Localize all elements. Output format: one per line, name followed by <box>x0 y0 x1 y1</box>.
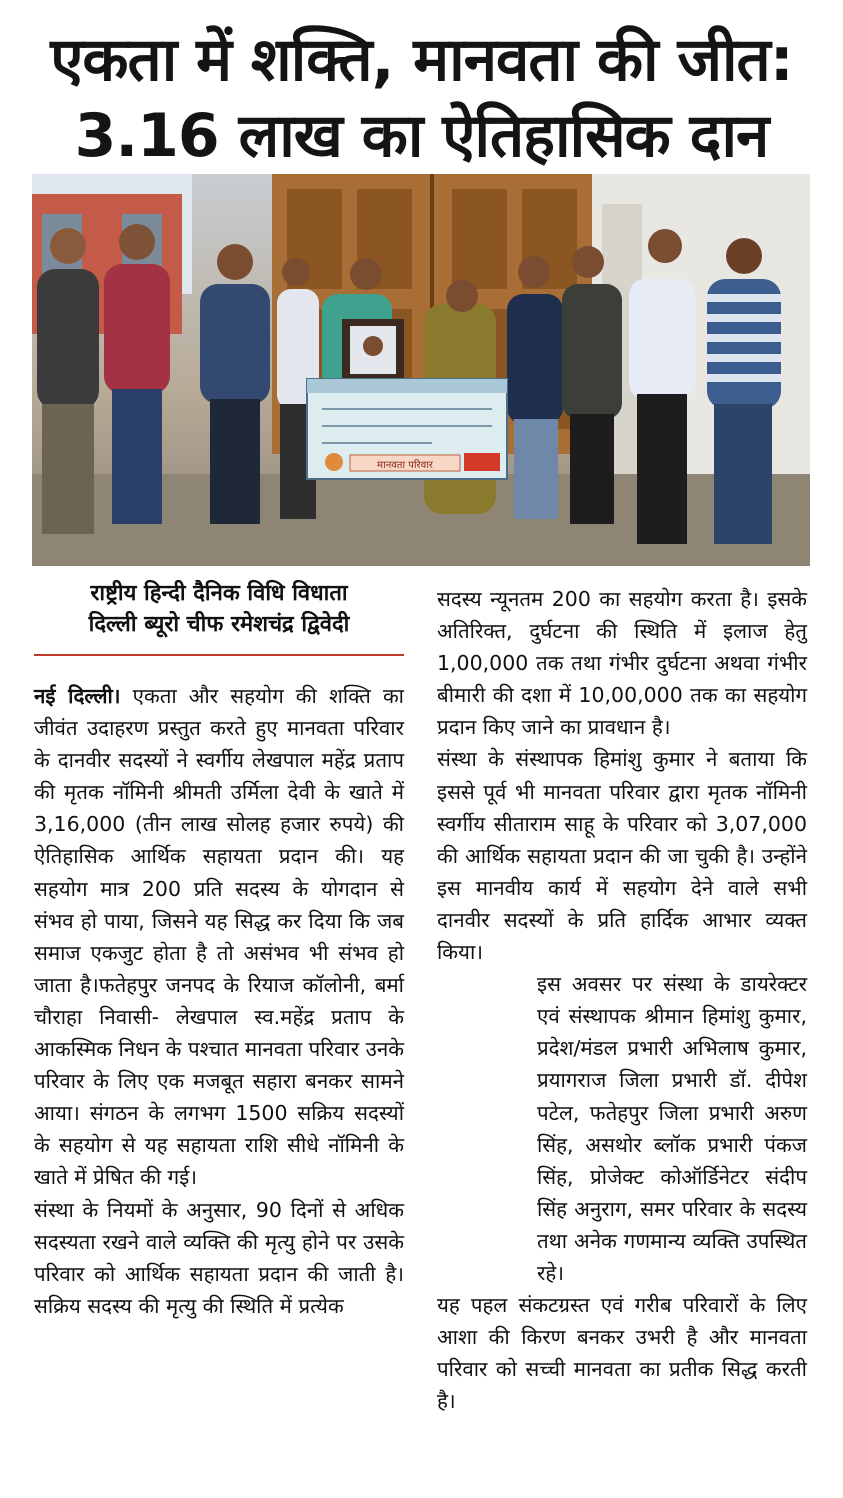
headline-line-2: 3.16 लाख का ऐतिहासिक दान <box>74 101 769 171</box>
article-paragraph: इस अवसर पर संस्था के डायरेक्टर एवं संस्थापक श्रीमान हिमांशु कुमार, प्रदेश/मंडल प्रभारी अभिलाष कुमार, प्रयागराज जिला प्रभारी डॉ. दीपेश पटेल, फतेहपुर जिला प्रभारी अरुण सिंह, असथोर ब्लॉक प्रभारी पंकज सिंह, प्रोजेक्ट कोऑर्डिनेटर संदीप सिंह अनुराग, समर परिवार के सदस्य तथा अनेक गणमान्य व्यक्ति उपस्थित रहे। <box>537 972 807 1285</box>
article-paragraph: यह पहल संकटग्रस्त एवं गरीब परिवारों के लिए आशा की किरण बनकर उभरी है और मानवता परिवार को सच्ची मानवता का प्रतीक सिद्ध करती है। <box>437 1293 807 1414</box>
byline-divider <box>34 654 404 656</box>
article-paragraph: संस्था के नियमों के अनुसार, 90 दिनों से अधिक सदस्यता रखने वाले व्यक्ति की मृत्यु होने पर उसके परिवार को आर्थिक सहायता प्रदान की जाती है। सक्रिय सदस्य की मृत्यु की स्थिति में प्रत्येक <box>34 1197 404 1318</box>
byline <box>34 578 404 640</box>
cheque-label: मानवता परिवार <box>377 460 433 471</box>
news-photo <box>32 174 810 566</box>
byline-author: दिल्ली ब्यूरो चीफ रमेशचंद्र द्विवेदी <box>88 612 350 637</box>
article-paragraph: सदस्य न्यूनतम 200 का सहयोग करता है। इसके अतिरिक्त, दुर्घटना की स्थिति में इलाज हेतु 1,00,000 तक तथा गंभीर दुर्घटना अथवा गंभीर बीमारी की दशा में 10,00,000 तक का सहयोग प्रदान किए जाने का प्रावधान है। <box>437 587 807 740</box>
byline-publication: राष्ट्रीय हिन्दी दैनिक विधि विधाता <box>90 581 348 606</box>
article-text: एकता और सहयोग की शक्ति का जीवंत उदाहरण प्रस्तुत करते हुए मानवता परिवार के दानवीर सदस्यों ने स्वर्गीय लेखपाल महेंद्र प्रताप की मृतक नॉमिनी श्रीमती उर्मिला देवी के खाते में 3,16,000 (तीन लाख सोलह हजार रुपये) की ऐतिहासिक आर्थिक सहायता प्रदान की। यह सहयोग मात्र 200 प्रति सदस्य के योगदान से संभव हो पाया, जिसने यह सिद्ध कर दिया कि जब समाज एकजुट होता है तो असंभव भी संभव हो जाता है।फतेहपुर जनपद के रियाज कॉलोनी, बर्मा चौराहा निवासी- लेखपाल स्व.महेंद्र प्रताप के आकस्मिक निधन के पश्चात मानवता परिवार उनके परिवार के लिए एक मजबूत सहारा बनकर सामने आया। संगठन के लगभग 1500 सक्रिय सदस्यों के सहयोग से यह सहायता राशि सीधे नॉमिनी के खाते में प्रेषित की गई। <box>34 684 404 1190</box>
headline <box>0 22 843 174</box>
headline-line-1: एकता में शक्ति, मानवता की जीत: <box>50 25 793 95</box>
article-column-right <box>437 583 807 1417</box>
article-column-left <box>34 680 404 1322</box>
dateline: नई दिल्ली। <box>34 684 121 708</box>
group-photo-illustration <box>32 174 810 566</box>
article-paragraph <box>34 680 404 1194</box>
article-paragraph: संस्था के संस्थापक हिमांशु कुमार ने बताया कि इससे पूर्व भी मानवता परिवार द्वारा मृतक नॉमिनी स्वर्गीय सीताराम साहू के परिवार को 3,07,000 की आर्थिक सहायता प्रदान की जा चुकी है। उन्होंने इस मानवीय कार्य में सहयोग देने वाले सभी दानवीर सदस्यों के प्रति हार्दिक आभार व्यक्त किया। <box>437 747 807 965</box>
